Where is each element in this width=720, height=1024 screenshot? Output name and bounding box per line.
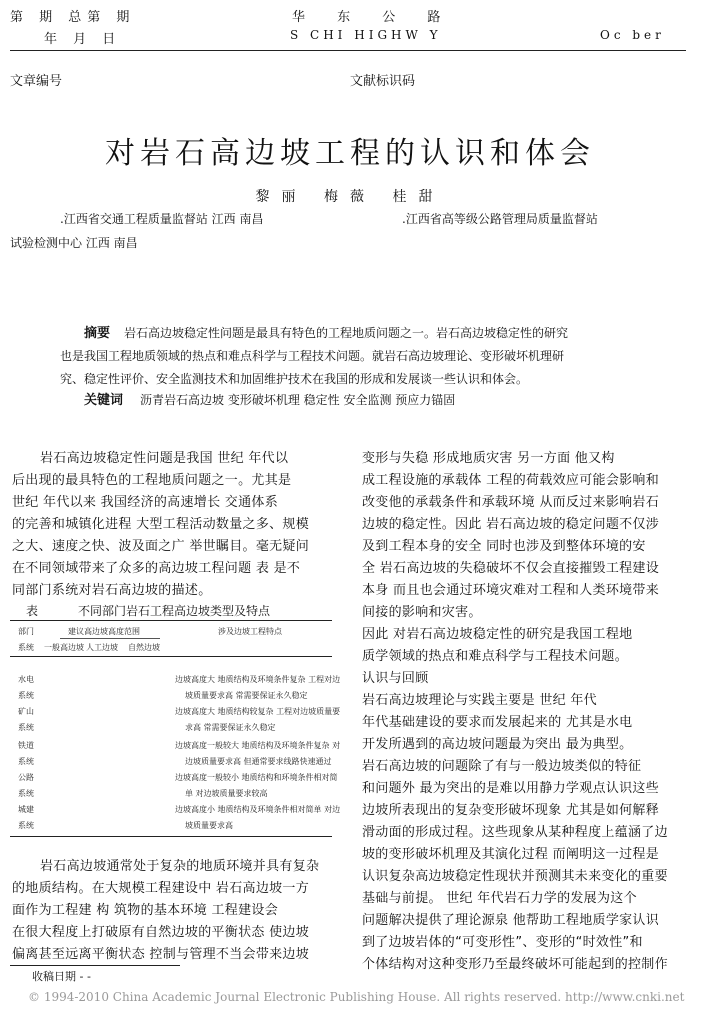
left-line: 的完善和城镇化进程 大型工程活动数量之多、规模 bbox=[12, 517, 310, 532]
table-subheader-sys: 系统 bbox=[18, 643, 34, 652]
right-line: 认识复杂高边坡稳定性现状并预测其未来变化的重要 bbox=[362, 869, 668, 884]
left-line: 的地质结构。在大规模工程建设中 岩石高边坡一方 bbox=[12, 881, 310, 896]
right-line: 质学领域的热点和难点科学与工程技术问题。 bbox=[362, 649, 629, 664]
table-number: 表 bbox=[26, 604, 39, 618]
right-line: 全 岩石高边坡的失稳破坏不仅会直接摧毁工程建设 bbox=[362, 561, 660, 576]
table-row-dept: 城建 bbox=[18, 805, 34, 814]
right-line: 改变他的承载条件和承载环境 从而反过来影响岩石 bbox=[362, 495, 660, 510]
table-row-sys: 系统 bbox=[18, 789, 34, 798]
doc-code-label: 文献标识码 bbox=[350, 74, 416, 89]
table-row-desc: 求高 常需要保证永久稳定 bbox=[185, 723, 276, 732]
affiliation-3: 试验检测中心 江西 南昌 bbox=[10, 236, 138, 250]
table-sub-rule bbox=[60, 638, 160, 639]
table-row-dept: 铁道 bbox=[18, 741, 34, 750]
table-row-desc: 边坡高度一般较大 地质结构及环境条件复杂 对 bbox=[175, 741, 341, 750]
right-line: 成工程设施的承载体 工程的荷载效应可能会影响和 bbox=[362, 473, 660, 488]
abstract-line-2: 也是我国工程地质领域的热点和难点科学与工程技术问题。就岩石高边坡理论、变形破坏机理研 bbox=[60, 349, 565, 363]
right-line: 边坡的稳定性。因此 岩石高边坡的稳定问题不仅涉 bbox=[362, 517, 660, 532]
table-row-desc: 边坡高度大 地质结构及环境条件复杂 工程对边 bbox=[175, 675, 341, 684]
left-line: 岩石高边坡稳定性问题是我国 世纪 年代以 bbox=[40, 451, 289, 466]
right-line: 基础与前提。 世纪 年代岩石力学的发展为这个 bbox=[362, 891, 637, 906]
date-line: 年 月 日 bbox=[44, 32, 122, 47]
table-subheader-general: 一般高边坡 bbox=[44, 643, 84, 652]
table-row-desc: 边坡高度大 地质结构较复杂 工程对边坡质量要 bbox=[175, 707, 341, 716]
table-row-desc: 坡质量要求高 bbox=[185, 821, 233, 830]
table-row-dept: 水电 bbox=[18, 675, 34, 684]
right-line: 岩石高边坡理论与实践主要是 世纪 年代 bbox=[362, 693, 597, 708]
right-line: 因此 对岩石高边坡稳定性的研究是我国工程地 bbox=[362, 627, 633, 642]
table-row-dept: 矿山 bbox=[18, 707, 34, 716]
table-row-desc: 边坡高度一般较小 地质结构和环境条件相对简 bbox=[175, 773, 338, 782]
left-line: 世纪 年代以来 我国经济的高速增长 交通体系 bbox=[12, 495, 278, 510]
left-line: 之大、速度之快、波及面之广 举世瞩目。毫无疑问 bbox=[12, 539, 310, 554]
table-caption: 不同部门岩石工程高边坡类型及特点 bbox=[78, 604, 271, 618]
issue-line: 第 期 总第 期 bbox=[10, 10, 136, 25]
right-line: 开发所遇到的高边坡问题最为突出 最为典型。 bbox=[362, 737, 633, 752]
affiliation-2: .江西省高等级公路管理局质量监督站 bbox=[402, 212, 598, 226]
table-row-sys: 系统 bbox=[18, 723, 34, 732]
right-line: 及到工程本身的安全 同时也涉及到整体环境的安 bbox=[362, 539, 646, 554]
right-line: 问题解决提供了理论源泉 他帮助工程地质学家认识 bbox=[362, 913, 660, 928]
table-row-dept: 公路 bbox=[18, 773, 34, 782]
section-heading: 认识与回顾 bbox=[362, 671, 429, 686]
table-row-desc: 边坡高度小 地质结构及环境条件相对简单 对边 bbox=[175, 805, 341, 814]
left-line: 后出现的最具特色的工程地质问题之一。尤其是 bbox=[12, 473, 292, 488]
right-line: 本身 而且也会通过环境灾难对工程和人类环境带来 bbox=[362, 583, 660, 598]
table-top-rule bbox=[10, 620, 332, 621]
table-header-height: 建议高边坡高度范围 bbox=[68, 627, 140, 636]
right-line: 边坡所表现出的复杂变形破坏现象 尤其是如何解释 bbox=[362, 803, 660, 818]
keywords-text: 沥青岩石高边坡 变形破坏机理 稳定性 安全监测 预应力锚固 bbox=[140, 393, 456, 407]
journal-title-cn: 华 东 公 路 bbox=[292, 10, 455, 25]
table-row-sys: 系统 bbox=[18, 821, 34, 830]
table-header-dept: 部门 bbox=[18, 627, 34, 636]
abstract-line-3: 究、稳定性评价、安全监测技术和加固维护技术在我国的形成和发展谈一些认识和体会。 bbox=[60, 372, 529, 386]
abstract-label: 摘要 bbox=[84, 326, 111, 341]
table-row-desc: 单 对边坡质量要求较高 bbox=[185, 789, 268, 798]
right-line: 和问题外 最为突出的是难以用静力学观点认识这些 bbox=[362, 781, 660, 796]
copyright-footer: © 1994-2010 China Academic Journal Electronic Publishing House. All rights reserved. http://www.cnki.net bbox=[28, 990, 685, 1004]
left-line: 面作为工程建 构 筑物的基本环境 工程建设会 bbox=[12, 903, 278, 918]
table-row-desc: 边坡质量要求高 但通常要求线路快速通过 bbox=[185, 757, 332, 766]
abstract-line-1: 岩石高边坡稳定性问题是最具有特色的工程地质问题之一。岩石高边坡稳定性的研究 bbox=[124, 326, 569, 340]
author-names: 黎丽 梅薇 桂甜 bbox=[255, 189, 445, 205]
keywords-label: 关键词 bbox=[84, 393, 124, 408]
right-line: 间接的影响和灾害。 bbox=[362, 605, 482, 620]
left-line: 在不同领域带来了众多的高边坡工程问题 表 是不 bbox=[12, 561, 301, 576]
month-en: Oc ber bbox=[600, 28, 665, 42]
table-subheader-artificial: 人工边坡 bbox=[86, 643, 118, 652]
journal-title-en: S CHI HIGHW Y bbox=[290, 28, 442, 42]
right-line: 岩石高边坡的问题除了有与一般边坡类似的特征 bbox=[362, 759, 642, 774]
table-row-sys: 系统 bbox=[18, 757, 34, 766]
table-row-sys: 系统 bbox=[18, 691, 34, 700]
right-line: 滑动面的形成过程。这些现象从某种程度上蕴涵了边 bbox=[362, 825, 668, 840]
table-subheader-natural: 自然边坡 bbox=[128, 643, 160, 652]
left-line: 在很大程度上打破原有自然边坡的平衡状态 使边坡 bbox=[12, 925, 310, 940]
table-header-features: 涉及边坡工程特点 bbox=[218, 627, 282, 636]
paper-title: 对岩石高边坡工程的认识和体会 bbox=[105, 136, 595, 171]
table-bottom-rule bbox=[10, 836, 332, 837]
table-header-rule bbox=[10, 656, 332, 657]
right-line: 变形与失稳 形成地质灾害 另一方面 他又构 bbox=[362, 451, 615, 466]
left-line: 岩石高边坡通常处于复杂的地质环境并具有复杂 bbox=[40, 859, 320, 874]
right-line: 坡的变形破坏机理及其演化过程 而阐明这一过程是 bbox=[362, 847, 660, 862]
right-line: 个体结构对这种变形乃至最终破坏可能起到的控制作 bbox=[362, 957, 668, 972]
article-number-label: 文章编号 bbox=[10, 74, 63, 89]
table-row-desc: 坡质量要求高 常需要保证永久稳定 bbox=[185, 691, 308, 700]
right-line: 年代基础建设的要求而发展起来的 尤其是水电 bbox=[362, 715, 633, 730]
footnote-rule bbox=[10, 965, 180, 966]
received-date: 收稿日期 - - bbox=[32, 970, 91, 983]
header-rule bbox=[10, 50, 686, 51]
left-line: 偏离甚至远离平衡状态 控制与管理不当会带来边坡 bbox=[12, 947, 310, 962]
left-line: 同部门系统对岩石高边坡的描述。 bbox=[12, 583, 212, 598]
affiliation-1: .江西省交通工程质量监督站 江西 南昌 bbox=[60, 212, 264, 226]
right-line: 到了边坡岩体的“可变形性”、变形的“时效性”和 bbox=[362, 935, 643, 950]
